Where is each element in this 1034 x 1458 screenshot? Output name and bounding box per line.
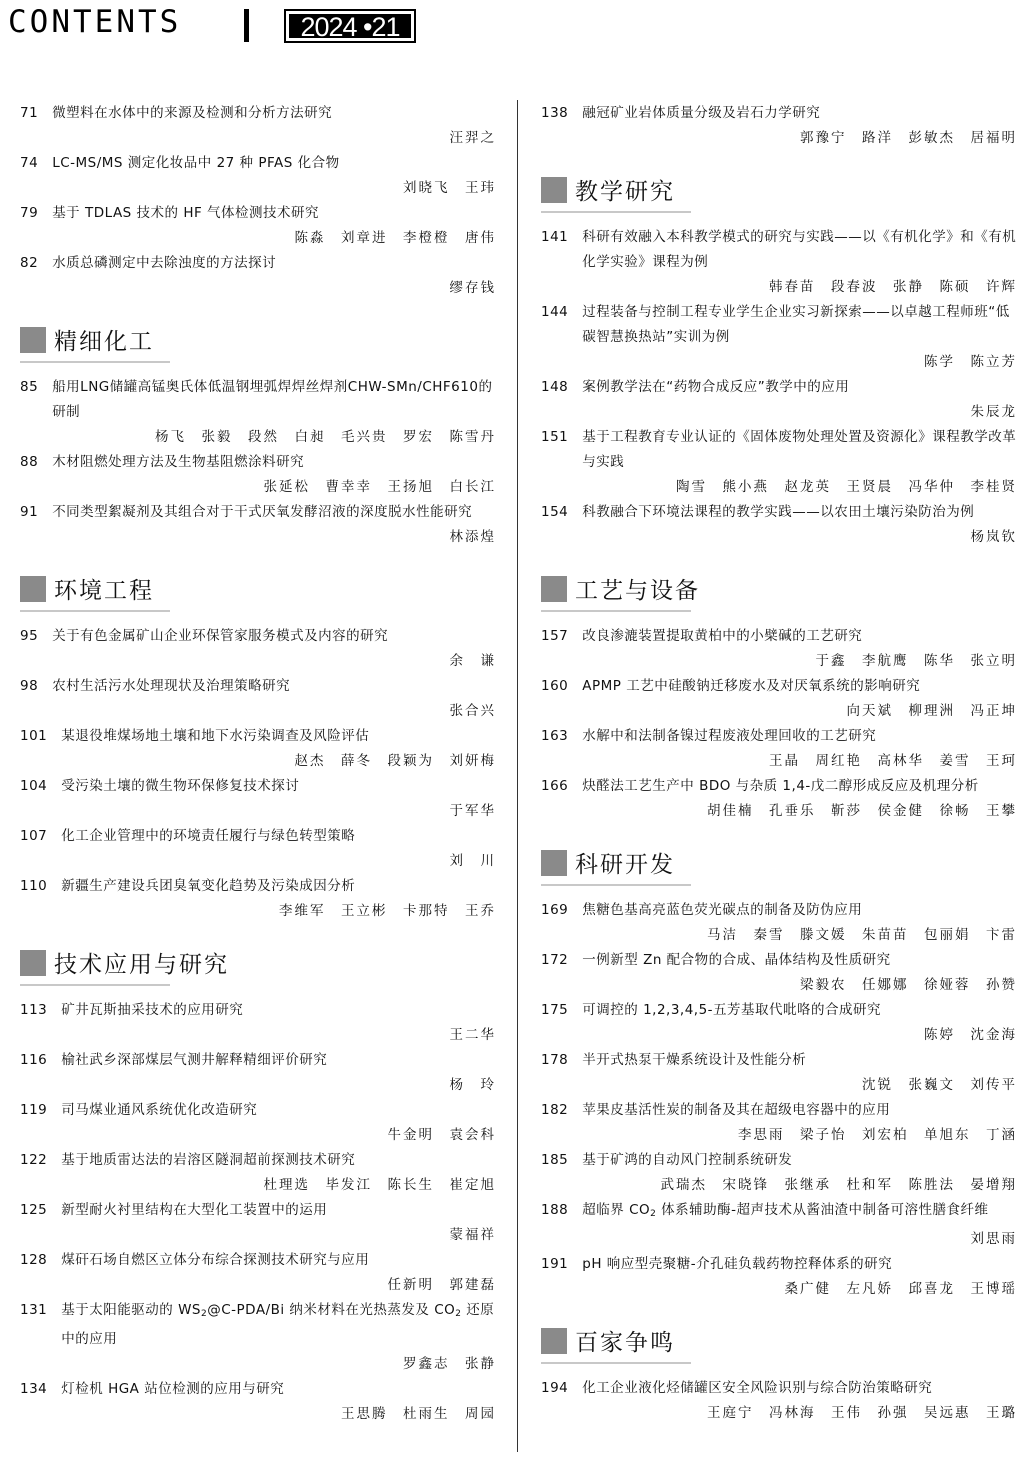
article-title: 科教融合下环境法课程的教学实践——以农田土壤污染防治为例 — [582, 504, 975, 520]
subscript: 2 — [650, 1209, 657, 1219]
article-authors: 沈锐 张巍文 刘传平 — [862, 1077, 1017, 1093]
article-title: 水质总磷测定中去除浊度的方法探讨 — [52, 255, 277, 271]
page-number: 138 — [541, 105, 569, 121]
article-title: 船用LNG储罐高锰奥氏体低温钢埋弧焊焊丝焊剂CHW-SMn/CHF610的研制 — [52, 379, 493, 420]
section-header — [541, 1320, 1017, 1364]
entry-title-line — [20, 151, 496, 176]
section-title: 技术应用与研究 — [54, 952, 229, 978]
toc-entry[interactable] — [541, 500, 1017, 550]
toc-entry[interactable] — [20, 1248, 496, 1298]
article-authors: 张合兴 — [449, 703, 496, 719]
article-title: 煤矸石场自燃区立体分布综合探测技术研究与应用 — [61, 1252, 370, 1268]
entry-title-line — [20, 1048, 496, 1073]
article-authors: 陶雪 熊小燕 赵龙英 王贤晨 冯华仲 李桂贤 — [676, 479, 1017, 495]
page-number: 74 — [20, 155, 39, 171]
page-header — [0, 0, 1034, 48]
article-title: 炔醛法工艺生产中 BDO 与杂质 1,4-戊二醇形成反应及机理分析 — [582, 778, 979, 794]
page-number: 151 — [541, 429, 569, 445]
section-title: 百家争鸣 — [575, 1330, 675, 1356]
toc-entry[interactable] — [20, 674, 496, 724]
article-authors: 陈淼 刘章进 李橙橙 唐伟 — [294, 230, 496, 246]
article-authors: 缪存钱 — [449, 280, 496, 296]
toc-entry[interactable] — [20, 375, 496, 450]
page-number: 122 — [20, 1152, 48, 1168]
entry-title-line — [20, 624, 496, 649]
article-title: 榆社武乡深部煤层气测井解释精细评价研究 — [61, 1052, 328, 1068]
toc-entry[interactable] — [20, 251, 496, 301]
page-number: 125 — [20, 1202, 48, 1218]
page-number: 85 — [20, 379, 39, 395]
section-header — [20, 319, 496, 363]
article-authors: 朱辰龙 — [970, 404, 1017, 420]
article-title: 木材阻燃处理方法及生物基阻燃涂料研究 — [52, 454, 305, 470]
toc-entry[interactable] — [541, 998, 1017, 1048]
toc-entry[interactable] — [541, 101, 1017, 151]
article-authors: 陈学 陈立芳 — [924, 354, 1017, 370]
page-number: 104 — [20, 778, 48, 794]
section-title: 科研开发 — [575, 852, 675, 878]
toc-entry[interactable] — [20, 1198, 496, 1248]
section-marker — [541, 850, 567, 876]
entry-title-line — [20, 874, 496, 899]
article-authors: 武瑞杰 宋晓锋 张继承 杜和军 陈胜法 晏增翔 — [660, 1177, 1017, 1193]
article-authors: 蒙福祥 — [449, 1227, 496, 1243]
article-title: 基于矿鸿的自动风门控制系统研发 — [582, 1152, 793, 1168]
subscript: 2 — [455, 1309, 462, 1319]
entry-title-line — [20, 450, 496, 475]
article-title: LC-MS/MS 测定化妆品中 27 种 PFAS 化合物 — [52, 155, 340, 171]
article-authors: 刘思雨 — [970, 1231, 1017, 1247]
article-title: 基于工程教育专业认证的《固体废物处理处置及资源化》课程教学改革与实践 — [582, 429, 1017, 470]
article-authors: 张延松 曹幸幸 王扬旭 白长江 — [263, 479, 496, 495]
section-header — [541, 568, 1017, 612]
toc-entry[interactable] — [541, 1252, 1017, 1302]
entry-title-line — [541, 998, 1017, 1023]
entry-title-line — [20, 251, 496, 276]
section-header — [20, 568, 496, 612]
article-title: 受污染土壤的微生物环保修复技术探讨 — [61, 778, 300, 794]
page-number: 163 — [541, 728, 569, 744]
article-authors: 向天斌 柳理洲 冯正坤 — [846, 703, 1017, 719]
page-number: 95 — [20, 628, 39, 644]
article-title: 化工企业管理中的环境责任履行与绿色转型策略 — [61, 828, 356, 844]
article-title: 微塑料在水体中的来源及检测和分析方法研究 — [52, 105, 333, 121]
entry-title-line — [20, 1377, 496, 1402]
toc-entry[interactable] — [20, 624, 496, 674]
contents-heading: CONTENTS — [8, 4, 182, 40]
section-marker — [541, 177, 567, 203]
entry-title-line — [541, 624, 1017, 649]
article-authors: 杨飞 张毅 段然 白昶 毛兴贵 罗宏 陈雪丹 — [155, 429, 496, 445]
entry-title-line — [20, 1298, 496, 1352]
article-title: 改良渗漉装置提取黄柏中的小檗碱的工艺研究 — [582, 628, 863, 644]
entry-title-line — [541, 1098, 1017, 1123]
article-authors: 杜理选 毕发江 陈长生 崔定旭 — [263, 1177, 496, 1193]
entry-title-line — [541, 1376, 1017, 1401]
page-number: 71 — [20, 105, 39, 121]
section-title: 教学研究 — [575, 179, 675, 205]
article-title — [582, 1198, 1017, 1227]
toc-entry[interactable] — [541, 1098, 1017, 1148]
entry-title-line — [541, 674, 1017, 699]
article-title: 一例新型 Zn 配合物的合成、晶体结构及性质研究 — [582, 952, 891, 968]
toc-entry[interactable] — [541, 300, 1017, 375]
entry-title-line — [541, 101, 1017, 126]
toc-entry[interactable] — [541, 1048, 1017, 1098]
toc-entry[interactable] — [541, 624, 1017, 674]
page-number: 116 — [20, 1052, 48, 1068]
article-title: 新型耐火衬里结构在大型化工装置中的运用 — [61, 1202, 328, 1218]
article-title: 案例教学法在“药物合成反应”教学中的应用 — [582, 379, 850, 395]
toc-entry[interactable] — [20, 874, 496, 924]
article-authors: 牛金明 袁会科 — [387, 1127, 496, 1143]
toc-entry[interactable] — [20, 101, 496, 151]
toc-entry[interactable] — [20, 500, 496, 550]
article-authors: 王晶 周红艳 高林华 姜雪 王珂 — [769, 753, 1017, 769]
toc-entry[interactable] — [20, 824, 496, 874]
page-number: 110 — [20, 878, 48, 894]
entry-title-line — [541, 375, 1017, 400]
article-title: 水解中和法制备镍过程废液处理回收的工艺研究 — [582, 728, 877, 744]
article-title: 可调控的 1,2,3,4,5-五芳基取代吡咯的合成研究 — [582, 1002, 882, 1018]
article-title — [61, 1298, 496, 1352]
entry-title-line — [20, 998, 496, 1023]
section-title: 工艺与设备 — [575, 578, 700, 604]
section-marker — [20, 327, 46, 353]
page-number: 107 — [20, 828, 48, 844]
article-title: 矿井瓦斯抽采技术的应用研究 — [61, 1002, 244, 1018]
article-title: 农村生活污水处理现状及治理策略研究 — [52, 678, 291, 694]
page-number: 144 — [541, 304, 569, 320]
entry-title-line — [20, 1248, 496, 1273]
article-authors: 韩春苗 段春波 张静 陈硕 许辉 — [769, 279, 1017, 295]
page-number: 154 — [541, 504, 569, 520]
article-title: 基于 TDLAS 技术的 HF 气体检测技术研究 — [52, 205, 320, 221]
entry-title-line — [541, 500, 1017, 525]
title-segment: 还原中的应用 — [61, 1302, 495, 1347]
toc-entry[interactable] — [20, 151, 496, 201]
section-marker — [20, 950, 46, 976]
page-number: 191 — [541, 1256, 569, 1272]
entry-title-line — [20, 500, 496, 525]
article-title: 融冠矿业岩体质量分级及岩石力学研究 — [582, 105, 821, 121]
article-title: 灯检机 HGA 站位检测的应用与研究 — [61, 1381, 285, 1397]
page-number: 175 — [541, 1002, 569, 1018]
toc-entry[interactable] — [20, 1048, 496, 1098]
toc-entry[interactable] — [20, 1377, 496, 1427]
toc-entry[interactable] — [20, 1098, 496, 1148]
article-authors: 任新明 郭建磊 — [387, 1277, 496, 1293]
article-title: 过程装备与控制工程专业学生企业实习新探索——以卓越工程师班“低碳智慧换热站”实训为例 — [582, 304, 1010, 345]
entry-title-line — [20, 101, 496, 126]
right-column — [541, 101, 1017, 1426]
entry-title-line — [541, 1198, 1017, 1227]
page-number: 148 — [541, 379, 569, 395]
left-column — [20, 101, 496, 1427]
toc-entry[interactable] — [541, 674, 1017, 724]
entry-title-line — [541, 724, 1017, 749]
article-title: 某退役堆煤场地土壤和地下水污染调查及风险评估 — [61, 728, 370, 744]
toc-entry[interactable] — [541, 948, 1017, 998]
article-authors: 刘 川 — [449, 853, 496, 869]
section-underline — [541, 610, 691, 612]
page-number: 178 — [541, 1052, 569, 1068]
entry-title-line — [541, 1048, 1017, 1073]
section-marker — [541, 1328, 567, 1354]
toc-entry[interactable] — [20, 1148, 496, 1198]
toc-entry[interactable] — [20, 998, 496, 1048]
section-title: 精细化工 — [54, 329, 154, 355]
article-authors: 王思腾 杜雨生 周园 — [341, 1406, 496, 1422]
title-segment: @C-PDA/Bi 纳米材料在光热蒸发及 CO — [207, 1302, 456, 1318]
article-authors: 林添煌 — [449, 529, 496, 545]
title-segment: 体系辅助酶-超声技术从酱油渣中制备可溶性膳食纤维 — [656, 1202, 989, 1218]
article-authors: 杨岚钦 — [970, 529, 1017, 545]
article-authors: 赵杰 薛冬 段颖为 刘妍梅 — [294, 753, 496, 769]
page-number: 98 — [20, 678, 39, 694]
page-number: 141 — [541, 229, 569, 245]
page-number: 194 — [541, 1380, 569, 1396]
section-underline — [541, 211, 691, 213]
entry-title-line — [541, 948, 1017, 973]
article-title: 不同类型絮凝剂及其组合对于干式厌氧发酵沼液的深度脱水性能研究 — [52, 504, 473, 520]
article-title: 焦糖色基高亮蓝色荧光碳点的制备及防伪应用 — [582, 902, 863, 918]
article-title: 苹果皮基活性炭的制备及其在超级电容器中的应用 — [582, 1102, 891, 1118]
entry-title-line — [541, 300, 1017, 350]
article-authors: 李思雨 梁子怡 刘宏柏 单旭东 丁涵 — [738, 1127, 1017, 1143]
toc-entry[interactable] — [20, 450, 496, 500]
article-authors: 郭豫宁 路洋 彭敏杰 居福明 — [800, 130, 1017, 146]
section-header — [541, 842, 1017, 886]
article-authors: 李维军 王立彬 卡那特 王乔 — [279, 903, 496, 919]
section-underline — [541, 1362, 691, 1364]
article-authors: 王庭宁 冯林海 王伟 孙强 吴远惠 王璐 — [707, 1405, 1017, 1421]
toc-entry[interactable] — [541, 898, 1017, 948]
toc-entry[interactable] — [541, 425, 1017, 500]
toc-entry[interactable] — [541, 1376, 1017, 1426]
page-number: 185 — [541, 1152, 569, 1168]
section-underline — [541, 884, 691, 886]
toc-entry[interactable] — [541, 375, 1017, 425]
article-authors: 马洁 秦雪 滕文媛 朱苗苗 包丽娟 卞雷 — [707, 927, 1017, 943]
toc-entry[interactable] — [541, 1198, 1017, 1252]
toc-entry[interactable] — [20, 774, 496, 824]
page-number: 119 — [20, 1102, 48, 1118]
entry-title-line — [20, 201, 496, 226]
article-title: 基于地质雷达法的岩溶区隧洞超前探测技术研究 — [61, 1152, 356, 1168]
toc-entry[interactable] — [541, 1148, 1017, 1198]
entry-title-line — [541, 898, 1017, 923]
entry-title-line — [541, 225, 1017, 275]
entry-title-line — [20, 1198, 496, 1223]
section-underline — [20, 361, 170, 363]
article-authors: 刘晓飞 王玮 — [403, 180, 496, 196]
page-number: 79 — [20, 205, 39, 221]
article-title: 化工企业液化烃储罐区安全风险识别与综合防治策略研究 — [582, 1380, 933, 1396]
entry-title-line — [20, 1148, 496, 1173]
page-number: 88 — [20, 454, 39, 470]
article-authors: 梁毅农 任娜娜 徐娅蓉 孙赞 — [800, 977, 1017, 993]
article-authors: 桑广健 左凡娇 邱喜龙 王博瑶 — [784, 1281, 1017, 1297]
page-number: 91 — [20, 504, 39, 520]
section-header — [541, 169, 1017, 213]
article-authors: 胡佳楠 孔垂乐 靳莎 侯金健 徐畅 王攀 — [707, 803, 1017, 819]
page-number: 160 — [541, 678, 569, 694]
article-title: APMP 工艺中硅酸钠迁移废水及对厌氧系统的影响研究 — [582, 678, 921, 694]
article-title: 司马煤业通风系统优化改造研究 — [61, 1102, 258, 1118]
entry-title-line — [20, 724, 496, 749]
toc-entry[interactable] — [541, 774, 1017, 824]
title-segment: 基于太阳能驱动的 WS — [61, 1302, 201, 1318]
article-title: 关于有色金属矿山企业环保管家服务模式及内容的研究 — [52, 628, 389, 644]
section-underline — [20, 984, 170, 986]
toc-entry[interactable] — [20, 1298, 496, 1377]
article-title: 新疆生产建设兵团臭氧变化趋势及污染成因分析 — [61, 878, 356, 894]
entry-title-line — [20, 824, 496, 849]
section-title: 环境工程 — [54, 578, 154, 604]
subscript: 2 — [201, 1309, 208, 1319]
article-authors: 于军华 — [449, 803, 496, 819]
page-number: 131 — [20, 1302, 48, 1318]
toc-entry[interactable] — [20, 724, 496, 774]
page-number: 188 — [541, 1202, 569, 1218]
page-number: 134 — [20, 1381, 48, 1397]
entry-title-line — [541, 1252, 1017, 1277]
entry-title-line — [20, 774, 496, 799]
page-number: 128 — [20, 1252, 48, 1268]
article-authors: 罗鑫志 张静 — [403, 1356, 496, 1372]
article-title: pH 响应型壳聚糖-介孔硅负载药物控释体系的研究 — [582, 1256, 893, 1272]
entry-title-line — [541, 425, 1017, 475]
article-title: 科研有效融入本科教学模式的研究与实践——以《有机化学》和《有机化学实验》课程为例 — [582, 229, 1017, 270]
page-number: 157 — [541, 628, 569, 644]
entry-title-line — [541, 774, 1017, 799]
entry-title-line — [20, 375, 496, 425]
issue-number: 2024 •21 — [289, 14, 411, 38]
section-header — [20, 942, 496, 986]
toc-entry[interactable] — [541, 225, 1017, 300]
section-underline — [20, 610, 170, 612]
article-authors: 王二华 — [449, 1027, 496, 1043]
article-authors: 余 谦 — [449, 653, 496, 669]
article-authors: 汪羿之 — [449, 130, 496, 146]
toc-entry[interactable] — [20, 201, 496, 251]
page-number: 169 — [541, 902, 569, 918]
column-divider — [517, 100, 518, 1452]
page-number: 101 — [20, 728, 48, 744]
page-number: 172 — [541, 952, 569, 968]
page-number: 113 — [20, 1002, 48, 1018]
entry-title-line — [20, 674, 496, 699]
entry-title-line — [20, 1098, 496, 1123]
header-divider — [244, 9, 249, 42]
article-authors: 于鑫 李航鹰 陈华 张立明 — [815, 653, 1017, 669]
toc-entry[interactable] — [541, 724, 1017, 774]
section-marker — [20, 576, 46, 602]
section-marker — [541, 576, 567, 602]
article-title: 半开式热泵干燥系统设计及性能分析 — [582, 1052, 807, 1068]
page-number: 182 — [541, 1102, 569, 1118]
article-authors: 陈婷 沈金海 — [924, 1027, 1017, 1043]
article-authors: 杨 玲 — [449, 1077, 496, 1093]
page-number: 166 — [541, 778, 569, 794]
issue-badge — [284, 9, 416, 43]
page-number: 82 — [20, 255, 39, 271]
title-segment: 超临界 CO — [582, 1202, 651, 1218]
entry-title-line — [541, 1148, 1017, 1173]
